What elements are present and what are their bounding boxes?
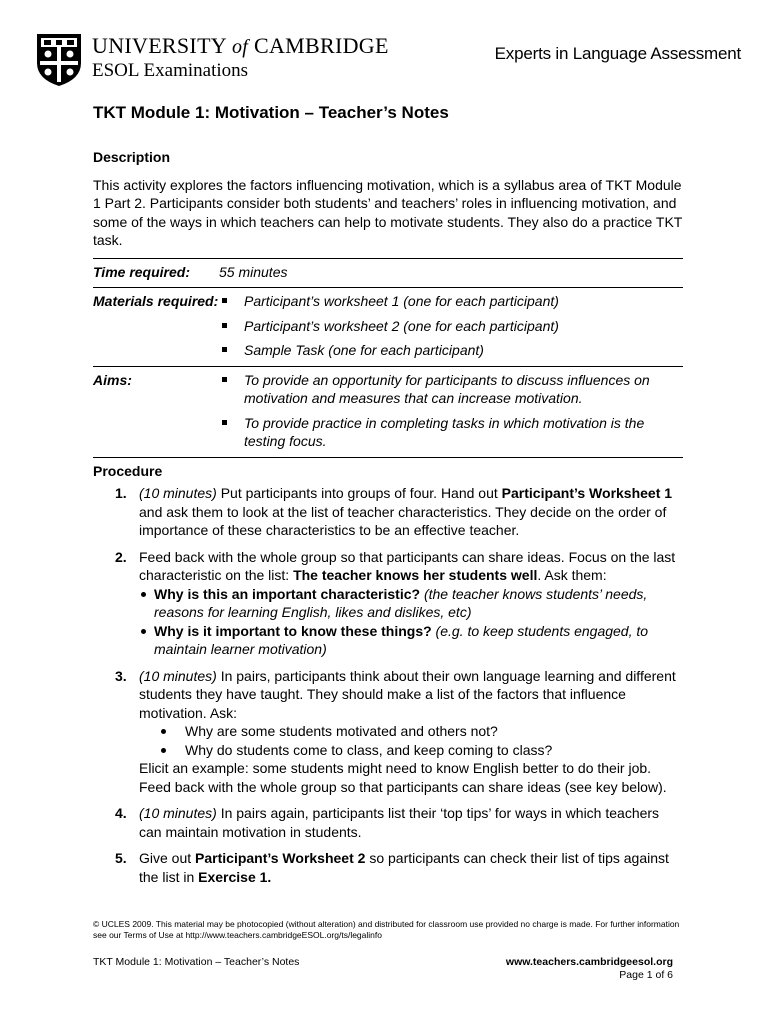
aims-row xyxy=(93,366,683,457)
materials-list xyxy=(219,292,683,360)
esol-subtitle: ESOL Examinations xyxy=(92,60,249,81)
procedure-step-2: 2. Feed back with the whole group so that participants can share ideas. Focus on the last characteristic on the list: The teacher knows her students well. Ask them: Why is this an important characteristic? (the teacher knows students’ needs, reasons for learning English, likes and dislikes, etc) Why is it important to know these things? (e.g. to keep students engaged, to maintain learner motivation) xyxy=(93,548,683,659)
procedure-steps xyxy=(93,484,683,886)
tagline: Experts in Language Assessment xyxy=(494,44,741,63)
procedure-heading: Procedure xyxy=(93,462,163,479)
footer-title: TKT Module 1: Motivation – Teacher’s Notes xyxy=(93,956,300,968)
square-bullet-icon xyxy=(222,420,227,425)
list-item: To provide an opportunity for participants to discuss influences on motivation and measures that can increase motivation. xyxy=(219,371,683,408)
square-bullet-icon xyxy=(222,377,227,382)
square-bullet-icon xyxy=(222,347,227,352)
footer-url-link[interactable]: www.teachers.cambridgeesol.org xyxy=(505,956,673,968)
description-heading: Description xyxy=(93,149,171,165)
list-item: Sample Task (one for each participant) xyxy=(219,341,683,360)
aims-list xyxy=(219,371,683,451)
time-value: 55 minutes xyxy=(219,263,288,280)
bullet-icon xyxy=(141,629,146,634)
list-item: Participant’s worksheet 1 (one for each participant) xyxy=(219,292,683,311)
question-list xyxy=(139,585,683,659)
square-bullet-icon xyxy=(222,323,227,328)
list-item: Why is this an important characteristic? (the teacher knows students’ needs, reasons for learning English, likes and dislikes, etc) xyxy=(139,585,683,622)
procedure-step-4: 4. (10 minutes) In pairs again, participants list their ‘top tips’ for ways in which teachers can maintain motivation in students. xyxy=(115,805,660,840)
bullet-icon xyxy=(161,729,166,734)
cambridge-crest-icon xyxy=(36,33,82,87)
procedure-section xyxy=(93,462,683,887)
question-list xyxy=(139,722,683,759)
document-title: TKT Module 1: Motivation – Teacher’s Notes xyxy=(93,103,449,122)
procedure-step-5: 5. Give out Participant’s Worksheet 2 so participants can check their list of tips against the list in Exercise 1. xyxy=(115,850,669,885)
materials-label: Materials required: xyxy=(93,293,219,309)
time-row xyxy=(93,258,683,288)
list-item: To provide practice in completing tasks in which motivation is the testing focus. xyxy=(219,414,683,451)
procedure-step-1: 1. (10 minutes) Put participants into groups of four. Hand out Participant’s Worksheet 1 and ask them to look at the list of teacher characteristics. They decide on the order of importance of these characteristics to be an effective teacher. xyxy=(115,485,673,538)
university-name: UNIVERSITY of CAMBRIDGE xyxy=(92,33,389,58)
square-bullet-icon xyxy=(222,298,227,303)
page-header xyxy=(0,0,768,95)
list-item: Why are some students motivated and others not? xyxy=(139,722,683,741)
bullet-icon xyxy=(161,748,166,753)
aims-label: Aims: xyxy=(93,371,132,388)
page-number: Page 1 of 6 xyxy=(619,969,673,981)
description-text: This activity explores the factors influencing motivation, which is a syllabus area of TKT Module 1 Part 2. Participants consider both students’ and teachers’ roles in influencing motivation, and some of the ways in which teachers can help to motivate students. They also do a practice TKT task. xyxy=(93,176,683,248)
materials-row xyxy=(93,288,683,367)
bullet-icon xyxy=(141,592,146,597)
list-item: Why do students come to class, and keep coming to class? xyxy=(139,741,683,760)
list-item: Why is it important to know these things? (e.g. to keep students engaged, to maintain learner motivation) xyxy=(139,622,683,659)
procedure-step-3: 3. (10 minutes) In pairs, participants think about their own language learning and different students they have taught. They should make a list of the factors that influence motivation. Ask: Why are some students motivated and others not? Why do students come to class, and keep coming to class? Elicit an example: some students might need to know English better to do their job. Feed back with the whole group so that participants can share ideas (see key below). xyxy=(93,667,683,797)
time-label: Time required: xyxy=(93,263,190,280)
copyright-note: © UCLES 2009. This material may be photocopied (without alteration) and distributed for classroom use provided no charge is made. For further information see our Terms of Use at http://www.teachers.cambridgeESOL.org/ts/legalinfo xyxy=(93,919,680,940)
footer-info xyxy=(506,956,673,982)
info-table xyxy=(93,258,683,458)
list-item: Participant’s worksheet 2 (one for each participant) xyxy=(219,317,683,336)
main-content xyxy=(93,148,683,894)
